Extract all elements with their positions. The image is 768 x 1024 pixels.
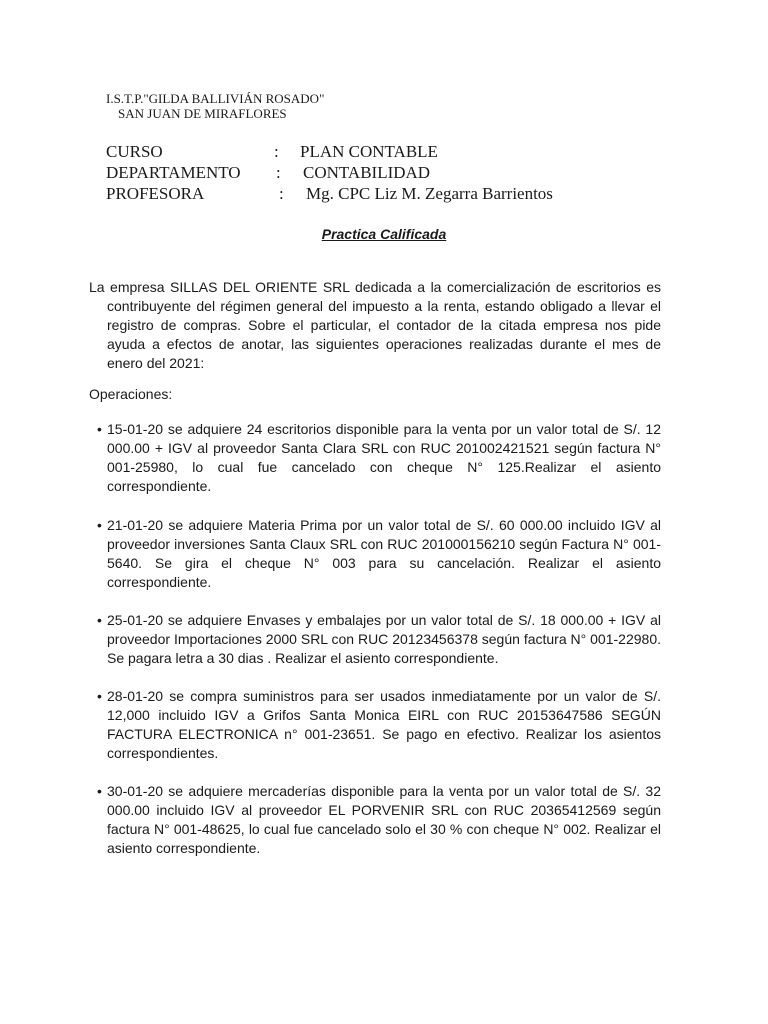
operation-item <box>97 782 661 858</box>
professor-colon: : <box>279 184 284 203</box>
institution-name: I.S.T.P."GILDA BALLIVIÁN ROSADO" <box>106 91 325 106</box>
operation-item <box>97 516 661 592</box>
bullet-icon: • <box>97 517 102 533</box>
bullet-icon: • <box>97 612 102 628</box>
operation-text: 25-01-20 se adquiere Envases y embalajes por un valor total de S/. 18 000.00 + IGV al proveedor Importaciones 2000 SRL con RUC 20123456378 según factura N° 001-22980. Se pagara letra a 30 dias . Realizar el asiento correspondiente. <box>107 612 661 666</box>
course-colon: : <box>274 142 279 161</box>
operation-text: 21-01-20 se adquiere Materia Prima por un valor total de S/. 60 000.00 incluido IGV al proveedor inversiones Santa Claux SRL con RUC 201000156210 según Factura N° 001-5640. Se gira el cheque N° 003 para su cancelación. Realizar el asiento correspondiente. <box>107 517 661 590</box>
operation-item <box>97 611 661 668</box>
course-label: CURSO <box>106 142 163 161</box>
intro-paragraph: La empresa SILLAS DEL ORIENTE SRL dedicada a la comercialización de escritorios es contribuyente del régimen general del impuesto a la renta, estando obligado a llevar el registro de compras. Sobre el particular, el contador de la citada empresa nos pide ayuda a efectos de anotar, las siguientes operaciones realizadas durante el mes de enero del 2021: <box>89 279 661 371</box>
page-title: Practica Calificada <box>321 226 447 242</box>
bullet-icon: • <box>97 688 102 704</box>
institution-location: SAN JUAN DE MIRAFLORES <box>118 106 287 121</box>
operation-text: 30-01-20 se adquiere mercaderías disponible para la venta por un valor total de S/. 32 000.00 incluido IGV al proveedor EL PORVENIR SRL con RUC 20365412569 según factura N° 001-48625, lo cual fue cancelado solo el 30 % con cheque N° 002. Realizar el asiento correspondiente. <box>107 783 661 856</box>
course-value: PLAN CONTABLE <box>300 142 438 161</box>
bullet-icon: • <box>97 783 102 799</box>
bullet-icon: • <box>97 421 102 437</box>
professor-value: Mg. CPC Liz M. Zegarra Barrientos <box>306 184 553 203</box>
department-colon: : <box>276 163 281 182</box>
department-label: DEPARTAMENTO <box>106 163 241 182</box>
operation-text: 28-01-20 se compra suministros para ser usados inmediatamente por un valor de S/. 12,000 incluido IGV a Grifos Santa Monica EIRL con RUC 20153647586 SEGÚN FACTURA ELECTRONICA n° 001-23651. Se pago en efectivo. Realizar los asientos correspondientes. <box>107 688 661 761</box>
operation-text: 15-01-20 se adquiere 24 escritorios disponible para la venta por un valor total de S/. 12 000.00 + IGV al proveedor Santa Clara SRL con RUC 201002421521 según factura N° 001-25980, lo cual fue cancelado con cheque N° 125.Realizar el asiento correspondiente. <box>107 421 661 494</box>
professor-label: PROFESORA <box>106 184 205 203</box>
operations-heading: Operaciones: <box>89 386 173 402</box>
department-value: CONTABILIDAD <box>303 163 431 182</box>
operation-item <box>97 420 661 496</box>
operation-item <box>97 687 661 763</box>
